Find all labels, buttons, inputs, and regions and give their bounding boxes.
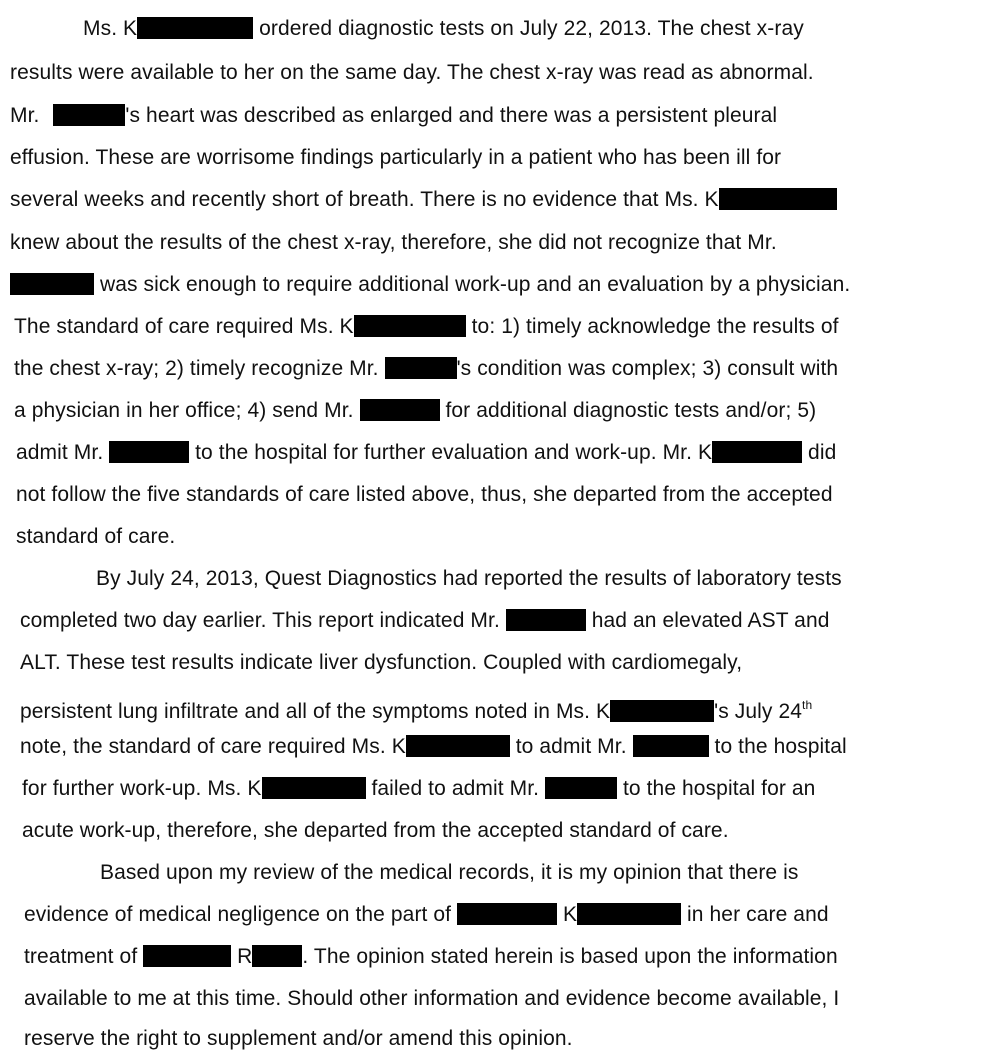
text-segment: 's heart was described as enlarged and there was a persistent pleural [125, 104, 778, 127]
text-segment: . The opinion stated herein is based upon the information [302, 945, 838, 968]
text-line [10, 145, 781, 171]
text-line [10, 230, 777, 256]
text-segment: results were available to her on the same day. The chest x-ray was read as abnormal. [10, 61, 814, 84]
redaction-block [712, 441, 802, 463]
redaction-block [109, 441, 189, 463]
text-segment: did [808, 441, 837, 464]
text-segment: to the hospital [714, 735, 847, 758]
text-segment: 's July 24 [714, 700, 803, 723]
superscript-text: th [802, 698, 813, 712]
text-segment: ALT. These test results indicate liver dysfunction. Coupled with cardiomegaly, [20, 651, 743, 674]
text-segment: R [237, 945, 253, 968]
text-segment: acute work-up, therefore, she departed from the accepted standard of care. [22, 819, 729, 842]
text-line [10, 60, 814, 86]
text-line [20, 692, 812, 725]
text-segment: not follow the five standards of care listed above, thus, she departed from the accepted [16, 483, 833, 506]
text-segment: By July 24, 2013, Quest Diagnostics had reported the results of laboratory tests [96, 567, 842, 590]
text-line [14, 356, 838, 382]
text-segment: completed two day earlier. This report indicated Mr. [20, 609, 506, 632]
redaction-block [457, 903, 557, 925]
text-line [16, 524, 175, 550]
text-segment: for additional diagnostic tests and/or; 5) [445, 399, 817, 422]
text-line [24, 902, 829, 928]
text-segment: Ms. K [83, 17, 138, 40]
text-line [22, 818, 729, 844]
redaction-block [610, 700, 714, 722]
text-line [24, 1026, 573, 1052]
text-segment: 's condition was complex; 3) consult with [456, 357, 839, 380]
text-segment: had an elevated AST and [591, 609, 830, 632]
redaction-block [506, 609, 586, 631]
text-line [10, 103, 777, 129]
redaction-block [53, 104, 125, 126]
text-segment: in her care and [687, 903, 829, 926]
redaction-block [719, 188, 837, 210]
text-segment: the chest x-ray; 2) timely recognize Mr. [14, 357, 385, 380]
text-line [24, 986, 839, 1012]
text-segment: treatment of [24, 945, 144, 968]
text-line [20, 734, 847, 760]
redaction-block [360, 399, 440, 421]
text-line [10, 187, 837, 213]
text-segment: The standard of care required Ms. K [14, 315, 354, 338]
text-segment: standard of care. [16, 525, 176, 548]
redaction-block [252, 945, 302, 967]
text-segment: persistent lung infiltrate and all of the symptoms noted in Ms. K [20, 700, 611, 723]
redaction-block [385, 357, 457, 379]
text-line [22, 776, 815, 802]
text-line [96, 566, 842, 592]
redaction-block [354, 315, 466, 337]
text-segment: failed to admit Mr. [371, 777, 546, 800]
redaction-block [137, 17, 253, 39]
text-line [100, 860, 799, 886]
text-line [16, 482, 833, 508]
text-line [14, 314, 839, 340]
text-segment: for further work-up. Ms. K [22, 777, 262, 800]
text-segment: evidence of medical negligence on the part of [24, 903, 458, 926]
text-line [83, 16, 804, 42]
redaction-block [577, 903, 681, 925]
redaction-block [406, 735, 510, 757]
text-segment: Mr. [10, 104, 46, 127]
redaction-block [633, 735, 709, 757]
text-segment: note, the standard of care required Ms. K [20, 735, 406, 758]
text-segment: to the hospital for an [622, 777, 816, 800]
text-segment: reserve the right to supplement and/or amend this opinion. [24, 1027, 573, 1050]
text-segment: several weeks and recently short of breath. There is no evidence that Ms. K [10, 188, 719, 211]
text-line [10, 272, 850, 298]
text-segment: to the hospital for further evaluation and work-up. Mr. K [195, 441, 713, 464]
text-segment: ordered diagnostic tests on July 22, 2013. The chest x-ray [259, 17, 804, 40]
redaction-block [545, 777, 617, 799]
text-segment: was sick enough to require additional work-up and an evaluation by a physician. [99, 273, 851, 296]
text-line [24, 944, 838, 970]
text-line [20, 650, 742, 676]
text-line [14, 398, 816, 424]
text-segment: available to me at this time. Should other information and evidence become available, I [24, 987, 840, 1010]
text-line [20, 608, 830, 634]
redaction-block [262, 777, 366, 799]
text-segment: K [557, 903, 578, 926]
redaction-block [10, 273, 94, 295]
text-segment: to admit Mr. [515, 735, 633, 758]
text-segment: effusion. These are worrisome findings particularly in a patient who has been ill for [10, 146, 782, 169]
text-segment: a physician in her office; 4) send Mr. [14, 399, 360, 422]
redaction-block [143, 945, 231, 967]
text-segment: to: 1) timely acknowledge the results of [471, 315, 839, 338]
text-line [16, 440, 836, 466]
text-segment: Based upon my review of the medical records, it is my opinion that there is [100, 861, 799, 884]
text-segment: knew about the results of the chest x-ray, therefore, she did not recognize that Mr. [10, 231, 777, 254]
text-segment: admit Mr. [16, 441, 110, 464]
